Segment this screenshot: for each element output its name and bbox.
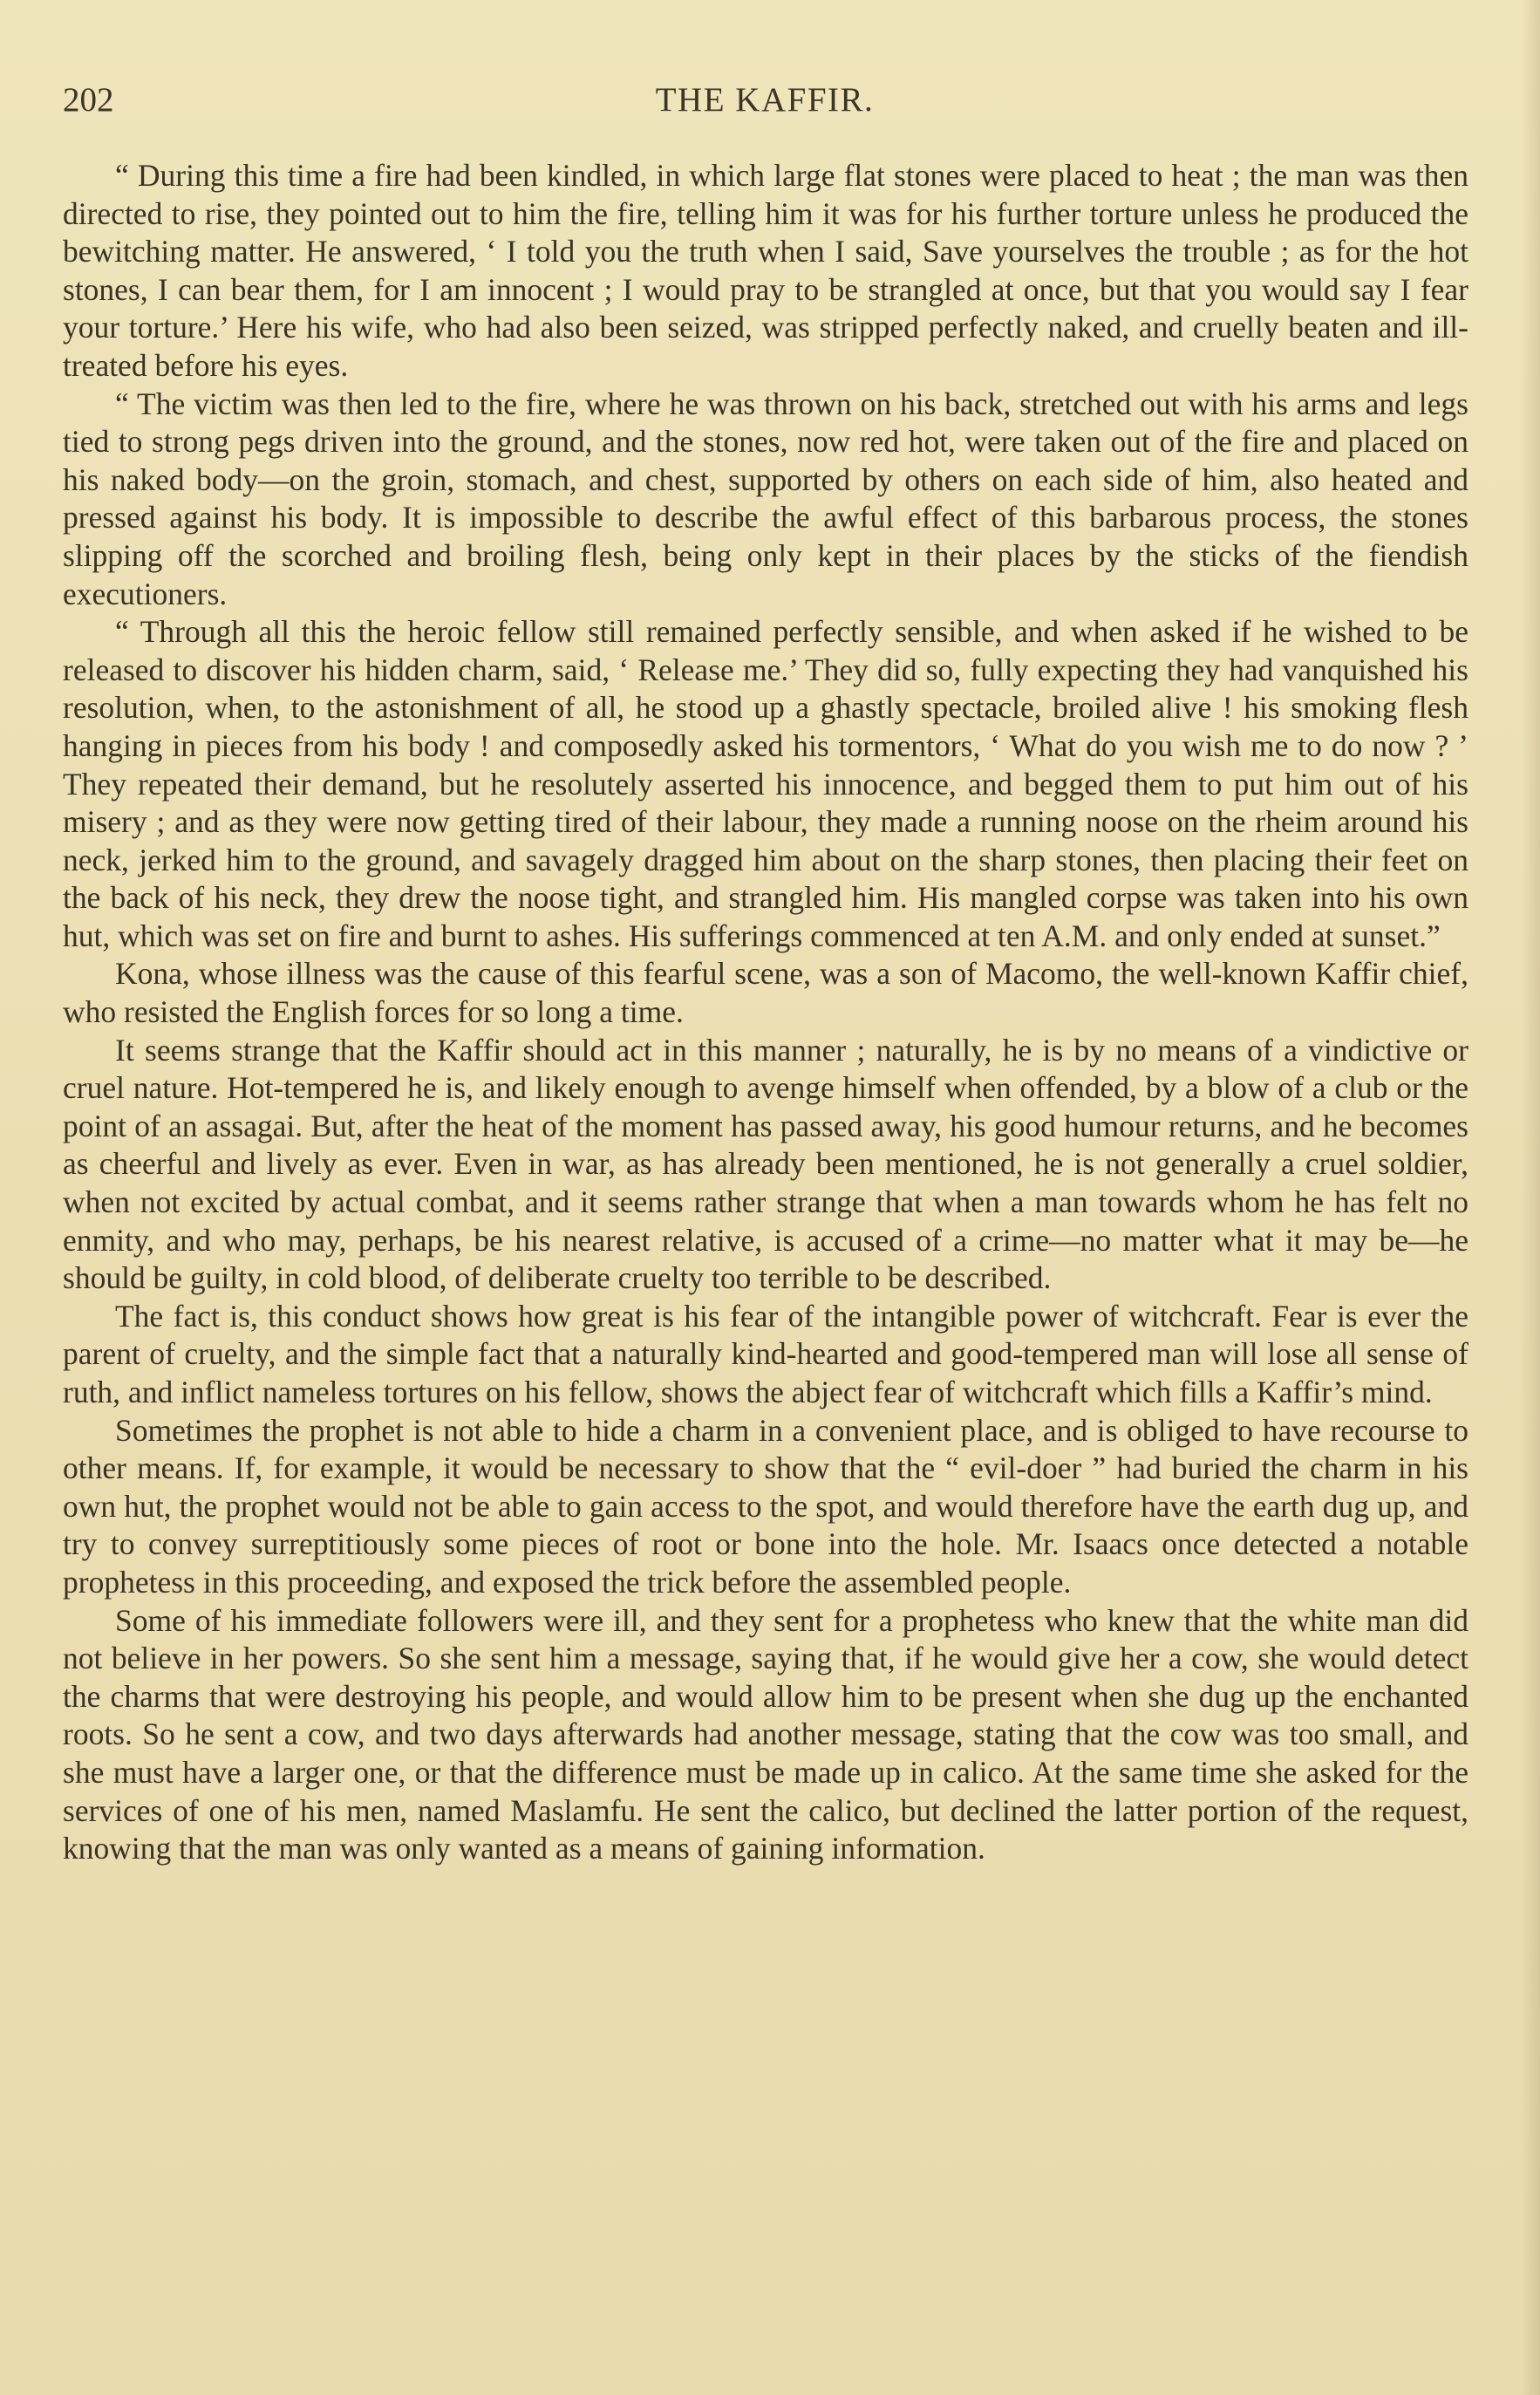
- paragraph: “ During this time a fire had been kindled, in which large flat stones were placed to heat ; the man was then directed to rise, they pointed out to him the fire, telling him it was for his further torture unless he produced the bewitching matter. He answered, ‘ I told you the truth when I said, Save yourselves the trouble ; as for the hot stones, I can bear them, for I am innocent ; I would pray to be strangled at once, but that you would say I fear your torture.’ Here his wife, who had also been seized, was stripped perfectly naked, and cruelly beaten and ill-treated before his eyes.: [63, 158, 1468, 383]
- page-edge-shadow: [1521, 0, 1540, 2395]
- page-header: [63, 80, 1467, 133]
- paragraph: It seems strange that the Kaffir should act in this manner ; naturally, he is by no means of a vindictive or cruel nature. Hot-tempered he is, and likely enough to avenge himself when offended, by a blow of a club or the point of an assagai. But, after the heat of the moment has passed away, his good humour returns, and he becomes as cheerful and lively as ever. Even in war, as has already been mentioned, he is not generally a cruel soldier, when not excited by actual combat, and it seems rather strange that when a man towards whom he has felt no enmity, and who may, perhaps, be his nearest relative, is accused of a crime—no matter what it may be—he should be guilty, in cold blood, of deliberate cruelty too terrible to be described.: [63, 1032, 1468, 1296]
- body-text: [63, 157, 1468, 1868]
- page-number: 202: [63, 81, 114, 119]
- paragraph: The fact is, this conduct shows how great is his fear of the intangible power of witchcraft. Fear is ever the parent of cruelty, and the simple fact that a naturally kind-hearted and good-tempered man will lose all sense of ruth, and inflict nameless tortures on his fellow, shows the abject fear of witchcraft which fills a Kaffir’s mind.: [63, 1298, 1468, 1409]
- running-title: THE KAFFIR.: [655, 81, 875, 119]
- paragraph: Sometimes the prophet is not able to hide a charm in a convenient place, and is obliged to have recourse to other means. If, for example, it would be necessary to show that the “ evil-doer ” had buried the charm in his own hut, the prophet would not be able to gain access to the spot, and would therefore have the earth dug up, and try to convey surreptitiously some pieces of root or bone into the hole. Mr. Isaacs once detected a notable prophetess in this proceeding, and exposed the trick before the assembled people.: [63, 1412, 1468, 1600]
- paragraph: Some of his immediate followers were ill, and they sent for a prophetess who knew that the white man did not believe in her powers. So she sent him a message, saying that, if he would give her a cow, she would detect the charms that were destroying his people, and would allow him to be present when she dug up the enchanted roots. So he sent a cow, and two days afterwards had another message, stating that the cow was too small, and she must have a larger one, or that the difference must be made up in calico. At the same time she asked for the services of one of his men, named Maslamfu. He sent the calico, but declined the latter portion of the request, knowing that the man was only wanted as a means of gaining information.: [63, 1602, 1468, 1866]
- paragraph: “ Through all this the heroic fellow still remained perfectly sensible, and when asked if he wished to be released to discover his hidden charm, said, ‘ Release me.’ They did so, fully expecting they had vanquished his resolution, when, to the astonishment of all, he stood up a ghastly spectacle, broiled alive ! his smoking flesh hanging in pieces from his body ! and composedly asked his tormentors, ‘ What do you wish me to do now ? ’ They repeated their demand, but he resolutely asserted his innocence, and begged them to put him out of his misery ; and as they were now getting tired of their labour, they made a running noose on the rheim around his neck, jerked him to the ground, and savagely dragged him about on the sharp stones, then placing their feet on the back of his neck, they drew the noose tight, and strangled him. His mangled corpse was taken into his own hut, which was set on fire and burnt to ashes. His sufferings commenced at ten A.M. and only ended at sunset.”: [63, 614, 1468, 953]
- paragraph: “ The victim was then led to the fire, where he was thrown on his back, stretched out with his arms and legs tied to strong pegs driven into the ground, and the stones, now red hot, were taken out of the fire and placed on his naked body—on the groin, stomach, and chest, supported by others on each side of him, also heated and pressed against his body. It is impossible to describe the awful effect of this barbarous process, the stones slipping off the scorched and broiling flesh, being only kept in their places by the sticks of the fiendish executioners.: [63, 386, 1468, 611]
- paragraph: Kona, whose illness was the cause of this fearful scene, was a son of Macomo, the well-known Kaffir chief, who resisted the English forces for so long a time.: [63, 956, 1468, 1030]
